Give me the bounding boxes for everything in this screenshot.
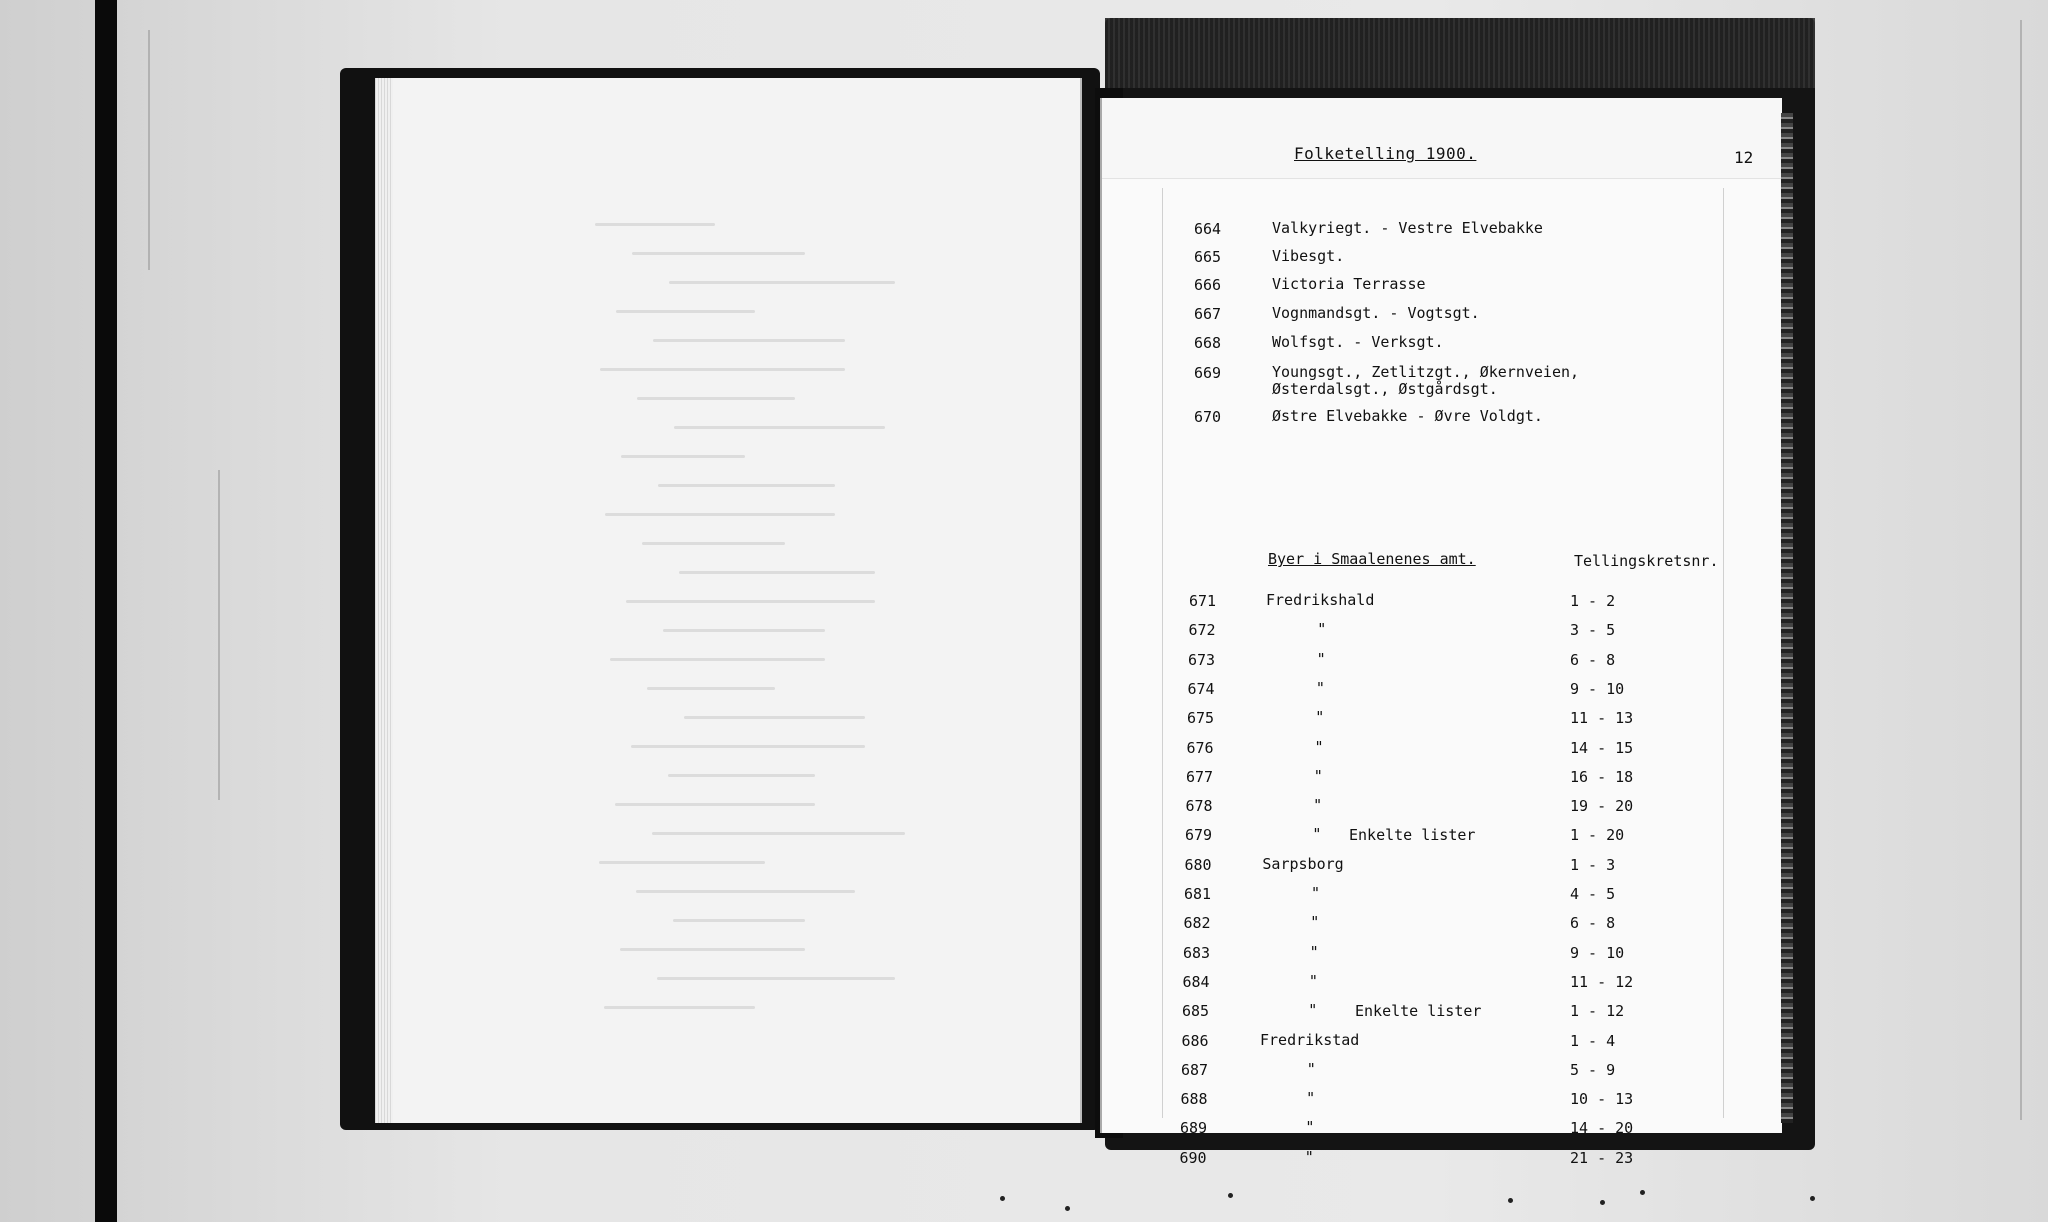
- tellingskrets-range: 21 - 23: [1570, 1148, 1634, 1167]
- bleed-through-line: [620, 948, 805, 951]
- tellingskrets-range: 10 - 13: [1570, 1090, 1634, 1109]
- entry-number: 667: [1194, 305, 1222, 323]
- town-entry-row: [1102, 1119, 1782, 1143]
- dust-speck: [1640, 1190, 1645, 1195]
- bleed-through-line: [647, 687, 775, 690]
- bleed-through-line: [637, 397, 795, 400]
- town-name: ": [1316, 649, 1326, 668]
- town-name: ": [1305, 1118, 1315, 1137]
- street-entry-row: [1102, 334, 1782, 358]
- bleed-through-line: [652, 832, 905, 835]
- entry-number: 685: [1182, 1002, 1210, 1021]
- town-name: ": [1313, 796, 1323, 815]
- town-name: Sarpsborg: [1262, 854, 1344, 873]
- scan-artifact: [148, 30, 150, 270]
- list-note: Enkelte lister: [1355, 1002, 1482, 1021]
- town-name: ": [1306, 1089, 1316, 1108]
- entry-number: 666: [1194, 276, 1222, 294]
- entry-number: 675: [1187, 709, 1215, 728]
- page-stack-edge-right: [1781, 113, 1793, 1123]
- dust-speck: [1810, 1196, 1815, 1201]
- bleed-through-line: [621, 455, 745, 458]
- street-names: Wolfsgt. - Verksgt.: [1272, 333, 1444, 351]
- town-entry-row: [1102, 914, 1782, 938]
- bleed-through-line: [642, 542, 785, 545]
- bleed-through-line: [615, 803, 815, 806]
- dust-speck: [1000, 1196, 1005, 1201]
- entry-number: 664: [1194, 220, 1222, 238]
- page-number: 12: [1734, 148, 1754, 167]
- town-name: ": [1317, 620, 1327, 639]
- town-entry-row: [1102, 621, 1782, 645]
- tellingskrets-range: 9 - 10: [1570, 943, 1625, 962]
- town-entry-row: [1102, 856, 1782, 880]
- town-name: ": [1304, 1147, 1314, 1166]
- bleed-through-line: [595, 223, 715, 226]
- dust-speck: [1508, 1198, 1513, 1203]
- street-names: Victoria Terrasse: [1272, 275, 1426, 293]
- town-entry-row: [1102, 739, 1782, 763]
- tellingskrets-range: 19 - 20: [1570, 797, 1634, 816]
- bleed-through-line: [674, 426, 885, 429]
- film-edge: [95, 0, 117, 1222]
- entry-number: 683: [1183, 943, 1211, 962]
- entry-number: 686: [1181, 1031, 1209, 1050]
- street-entry-row: [1102, 408, 1782, 432]
- entry-number: 682: [1183, 914, 1211, 933]
- town-entry-row: [1102, 885, 1782, 909]
- town-entry-row: [1102, 680, 1782, 704]
- entry-number: 684: [1182, 972, 1210, 991]
- entry-number: 673: [1188, 650, 1216, 669]
- tellingskrets-range: 6 - 8: [1570, 650, 1616, 669]
- town-name: ": [1315, 678, 1325, 697]
- town-entry-row: [1102, 592, 1782, 616]
- scan-artifact: [2020, 20, 2022, 1120]
- entry-number: 681: [1184, 885, 1212, 903]
- town-entry-row: [1102, 973, 1782, 997]
- town-name: ": [1311, 884, 1321, 902]
- bleed-through-line: [600, 368, 845, 371]
- entry-number: 680: [1184, 855, 1212, 874]
- town-name: ": [1308, 971, 1318, 990]
- street-names: Østre Elvebakke - Øvre Voldgt.: [1272, 407, 1543, 425]
- town-entry-row: [1102, 1061, 1782, 1085]
- street-entry-row: [1102, 305, 1782, 329]
- street-names: Valkyriegt. - Vestre Elvebakke: [1272, 219, 1543, 237]
- town-name: ": [1314, 737, 1324, 756]
- town-entry-row: [1102, 1149, 1782, 1173]
- tellingskrets-range: 14 - 15: [1570, 738, 1634, 757]
- right-page: [1100, 98, 1782, 1167]
- bleed-through-line: [599, 861, 765, 864]
- bleed-through-line: [658, 484, 835, 487]
- street-names: Vibesgt.: [1272, 247, 1345, 265]
- bleed-through-line: [669, 281, 895, 284]
- tellingskrets-range: 9 - 10: [1570, 679, 1625, 698]
- entry-number: 668: [1194, 334, 1222, 352]
- tellingskrets-range: 1 - 3: [1570, 855, 1616, 874]
- entry-number: 677: [1186, 767, 1214, 786]
- street-entry-row: [1102, 248, 1782, 272]
- bleed-through-line: [636, 890, 855, 893]
- bleed-through-line: [632, 252, 805, 255]
- dust-speck: [1065, 1206, 1070, 1211]
- dust-speck: [1228, 1193, 1233, 1198]
- scan-artifact: [218, 470, 220, 800]
- town-entry-row: [1102, 651, 1782, 675]
- tellingskrets-range: 4 - 5: [1570, 885, 1616, 903]
- page-title: Folketelling 1900.: [1294, 144, 1477, 163]
- town-name: Fredrikstad: [1260, 1030, 1360, 1049]
- tellingskrets-range: 1 - 12: [1570, 1002, 1625, 1021]
- tellingskrets-range: 1 - 2: [1570, 592, 1616, 610]
- entry-number: 689: [1180, 1119, 1208, 1138]
- bleed-through-line: [616, 310, 755, 313]
- bleed-through-line: [668, 774, 815, 777]
- tellingskrets-range: 11 - 12: [1570, 972, 1634, 991]
- bleed-through-line: [610, 658, 825, 661]
- bleed-through-line: [679, 571, 875, 574]
- town-entry-row: [1102, 944, 1782, 968]
- tellingskrets-range: 1 - 4: [1570, 1031, 1616, 1050]
- tellingskrets-range: 14 - 20: [1570, 1119, 1634, 1138]
- town-name: ": [1315, 708, 1325, 727]
- bleed-through-line: [653, 339, 845, 342]
- town-entry-row: [1102, 1032, 1782, 1056]
- entry-number: 674: [1187, 679, 1215, 698]
- entry-number: 676: [1186, 738, 1214, 757]
- entry-number: 678: [1185, 797, 1213, 816]
- page-header-strip: [1102, 98, 1782, 179]
- town-entry-row: [1102, 797, 1782, 821]
- street-names: Vognmandsgt. - Vogtsgt.: [1272, 304, 1480, 322]
- entry-number: 670: [1194, 408, 1222, 426]
- street-entry-row: [1102, 276, 1782, 300]
- list-note: Enkelte lister: [1349, 826, 1476, 845]
- entry-number: 665: [1194, 248, 1222, 266]
- town-name: ": [1306, 1059, 1316, 1078]
- town-entry-row: [1102, 1002, 1782, 1026]
- tellingskrets-range: 6 - 8: [1570, 914, 1616, 933]
- bleed-through-line: [626, 600, 875, 603]
- town-name: ": [1309, 942, 1319, 961]
- tellingskrets-range: 11 - 13: [1570, 709, 1634, 728]
- street-names: Youngsgt., Zetlitzgt., Økernveien, Østerdalsgt., Østgårdsgt.: [1272, 363, 1580, 398]
- town-name: ": [1308, 1001, 1318, 1020]
- town-entry-row: [1102, 768, 1782, 792]
- town-name: ": [1312, 825, 1322, 844]
- town-entry-row: [1102, 1090, 1782, 1114]
- entry-number: 679: [1185, 826, 1213, 845]
- town-name: Fredrikshald: [1266, 591, 1375, 609]
- section-heading: Byer i Smaalenenes amt.: [1268, 550, 1476, 568]
- town-entry-row: [1102, 826, 1782, 850]
- tellingskrets-range: 3 - 5: [1570, 621, 1616, 640]
- bleed-through-line: [673, 919, 805, 922]
- bleed-through-line: [663, 629, 825, 632]
- bleed-through-line: [631, 745, 865, 748]
- entry-number: 690: [1179, 1148, 1207, 1167]
- tellingskrets-range: 1 - 20: [1570, 826, 1625, 845]
- entry-number: 687: [1181, 1060, 1209, 1079]
- bleed-through-line: [605, 513, 835, 516]
- street-entry-row: [1102, 363, 1782, 398]
- entry-number: 688: [1180, 1090, 1208, 1109]
- column-heading: Tellingskretsnr.: [1574, 552, 1719, 570]
- entry-number: 669: [1194, 364, 1222, 382]
- left-page: [375, 78, 1082, 1123]
- town-entry-row: [1102, 709, 1782, 733]
- ledger-book: [340, 18, 1815, 1167]
- street-entry-row: [1102, 220, 1782, 244]
- tellingskrets-range: 16 - 18: [1570, 767, 1634, 786]
- town-name: ": [1313, 766, 1323, 785]
- tellingskrets-range: 5 - 9: [1570, 1060, 1616, 1079]
- page-stack-edge: [375, 78, 393, 1123]
- bleed-through-line: [604, 1006, 755, 1009]
- bleed-through-line: [684, 716, 865, 719]
- town-name: ": [1310, 913, 1320, 932]
- entry-number: 671: [1189, 592, 1217, 610]
- dust-speck: [1600, 1200, 1605, 1205]
- entry-number: 672: [1188, 621, 1216, 640]
- bleed-through-line: [657, 977, 895, 980]
